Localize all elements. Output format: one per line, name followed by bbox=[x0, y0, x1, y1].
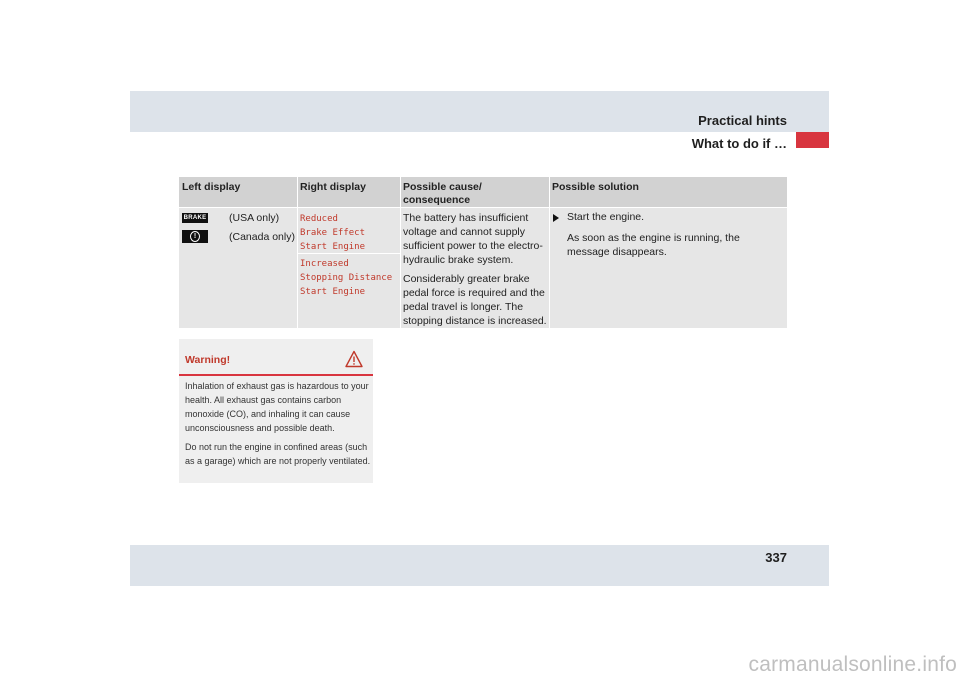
header-divider bbox=[179, 207, 787, 208]
section-tab-marker bbox=[796, 132, 829, 148]
cause-text bbox=[403, 211, 549, 333]
column-header-right-display: Right display bbox=[300, 181, 366, 193]
cause-paragraph: The battery has insufficient voltage and cannot supply sufficient power to the electro-hydraulic brake system. bbox=[403, 212, 543, 266]
column-divider bbox=[549, 177, 550, 328]
column-header-possible-cause: Possible cause/ consequence bbox=[403, 181, 482, 206]
display-message-increased-stopping-distance bbox=[300, 257, 392, 299]
column-header-left-display: Left display bbox=[182, 181, 241, 193]
message-line: Reduced bbox=[300, 214, 338, 224]
column-possible-cause bbox=[400, 177, 549, 328]
column-left-display bbox=[179, 177, 297, 328]
message-line: Increased bbox=[300, 259, 349, 269]
column-header-possible-solution: Possible solution bbox=[552, 181, 639, 193]
canada-only-label: (Canada only) bbox=[229, 231, 295, 243]
warning-paragraph: Do not run the engine in confined areas (such as a garage) which are not properly ventilated. bbox=[185, 442, 371, 466]
section-title: Practical hints bbox=[698, 113, 787, 128]
cause-paragraph: Considerably greater brake pedal force is required and the pedal travel is longer. The stopping distance is increased. bbox=[403, 273, 547, 327]
section-subtitle: What to do if … bbox=[691, 136, 787, 151]
display-message-table bbox=[179, 177, 787, 328]
solution-step: Start the engine. bbox=[567, 211, 645, 223]
column-possible-solution bbox=[549, 177, 787, 328]
header-cell bbox=[400, 177, 549, 207]
warning-body bbox=[185, 379, 371, 473]
page-number: 337 bbox=[765, 550, 787, 565]
footer-band bbox=[130, 545, 829, 586]
message-line: Brake Effect bbox=[300, 228, 366, 238]
warning-title: Warning! bbox=[185, 354, 231, 366]
header-cell bbox=[179, 177, 297, 207]
message-line: Stopping Distance bbox=[300, 273, 393, 283]
warning-triangle-icon bbox=[345, 350, 363, 368]
watermark: carmanualsonline.info bbox=[748, 653, 957, 676]
column-divider bbox=[400, 177, 401, 328]
message-line: Start Engine bbox=[300, 242, 366, 252]
solution-note: As soon as the engine is running, the message disappears. bbox=[567, 232, 740, 258]
display-message-reduced-brake-effect bbox=[300, 212, 365, 254]
warning-box bbox=[179, 339, 373, 483]
column-divider bbox=[297, 177, 298, 328]
message-line: Start Engine bbox=[300, 287, 366, 297]
row-divider bbox=[297, 253, 400, 254]
header-cell bbox=[297, 177, 400, 207]
column-right-display bbox=[297, 177, 400, 328]
usa-only-label: (USA only) bbox=[229, 212, 280, 224]
warning-paragraph: Inhalation of exhaust gas is hazardous to your health. All exhaust gas contains carbon monoxide (CO), and inhaling it can cause unconsciousness and possible death. bbox=[185, 381, 369, 433]
brake-warning-icon: BRAKE bbox=[183, 215, 207, 221]
warning-divider bbox=[179, 374, 373, 376]
step-arrow-icon bbox=[553, 214, 559, 222]
brake-circle-icon: ! bbox=[182, 230, 208, 243]
header-cell bbox=[549, 177, 787, 207]
